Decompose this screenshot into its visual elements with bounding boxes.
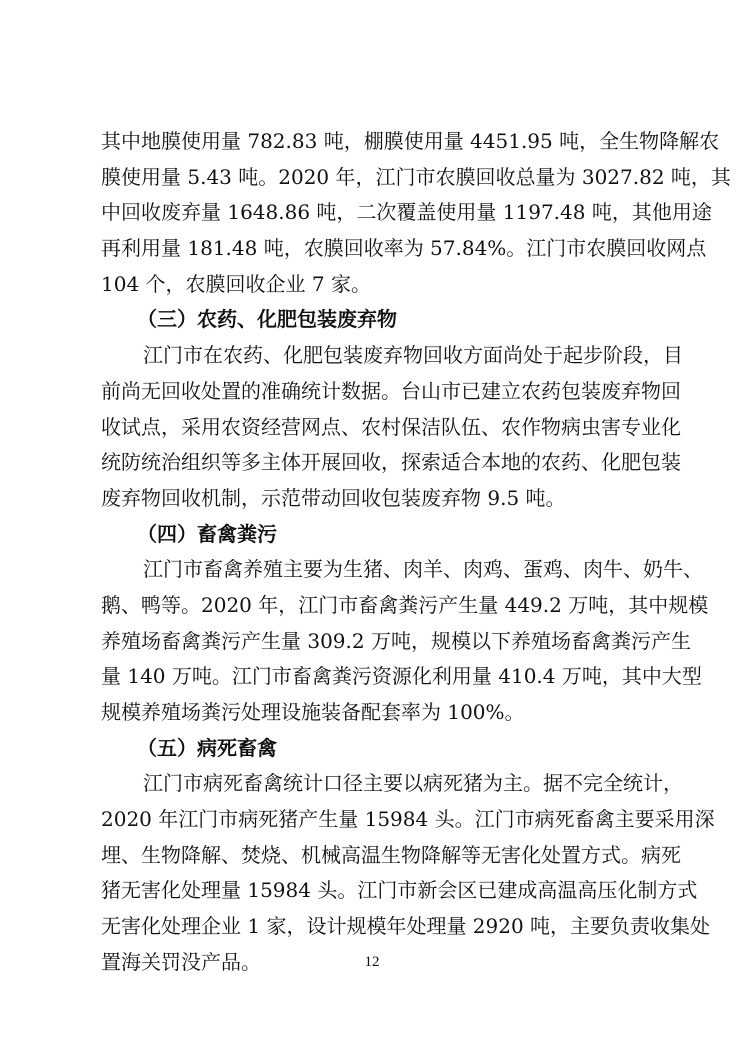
- section-heading: （五）病死畜禽: [137, 735, 277, 760]
- text-line: 养殖场畜禽粪污产生量 309.2 万吨，规模以下养殖场畜禽粪污产生: [101, 628, 691, 653]
- text-line: 再利用量 181.48 吨，农膜回收率为 57.84%。江门市农膜回收网点: [101, 236, 707, 261]
- section-heading: （三）农药、化肥包装废弃物: [137, 307, 397, 332]
- text-line: 江门市病死畜禽统计口径主要以病死猪为主。据不完全统计，: [143, 771, 683, 796]
- text-line: 猪无害化处理量 15984 头。江门市新会区已建成高温高压化制方式: [101, 878, 698, 903]
- text-line: 膜使用量 5.43 吨。2020 年，江门市农膜回收总量为 3027.82 吨，其: [101, 164, 731, 189]
- paragraph: [101, 338, 683, 516]
- text-line: 江门市畜禽养殖主要为生猪、肉羊、肉鸡、蛋鸡、肉牛、奶牛、: [143, 557, 703, 582]
- text-line: 埋、生物降解、焚烧、机械高温生物降解等无害化处置方式。病死: [101, 842, 681, 867]
- paragraph: [101, 552, 709, 730]
- page-number: 12: [364, 954, 380, 970]
- text-line: 2020 年江门市病死猪产生量 15984 头。江门市病死畜禽主要采用深: [101, 807, 715, 832]
- text-line: 其中地膜使用量 782.83 吨，棚膜使用量 4451.95 吨，全生物降解农: [101, 129, 720, 153]
- text-line: 中回收废弃量 1648.86 吨，二次覆盖使用量 1197.48 吨，其他用途: [101, 200, 712, 225]
- text-line: 置海关罚没产品。: [101, 949, 261, 974]
- text-line: 104 个，农膜回收企业 7 家。: [101, 271, 371, 296]
- text-line: 鹅、鸭等。2020 年，江门市畜禽粪污产生量 449.2 万吨，其中规模: [101, 592, 709, 617]
- text-line: 规模养殖场粪污处理设施装备配套率为 100%。: [101, 700, 525, 724]
- text-line: 江门市在农药、化肥包装废弃物回收方面尚处于起步阶段，目: [143, 343, 683, 368]
- paragraph: [101, 766, 715, 980]
- document-body: [101, 124, 731, 981]
- paragraph: [101, 124, 731, 302]
- text-line: 统防统治组织等多主体开展回收，探索适合本地的农药、化肥包装: [101, 450, 681, 475]
- text-line: 前尚无回收处置的准确统计数据。台山市已建立农药包装废弃物回: [101, 378, 681, 403]
- text-line: 收试点，采用农资经营网点、农村保洁队伍、农作物病虫害专业化: [101, 414, 681, 439]
- text-line: 废弃物回收机制，示范带动回收包装废弃物 9.5 吨。: [101, 485, 566, 510]
- text-line: 量 140 万吨。江门市畜禽粪污资源化利用量 410.4 万吨，其中大型: [101, 664, 702, 689]
- section-heading: （四）畜禽粪污: [137, 521, 277, 546]
- text-line: 无害化处理企业 1 家，设计规模年处理量 2920 吨，主要负责收集处: [101, 914, 711, 939]
